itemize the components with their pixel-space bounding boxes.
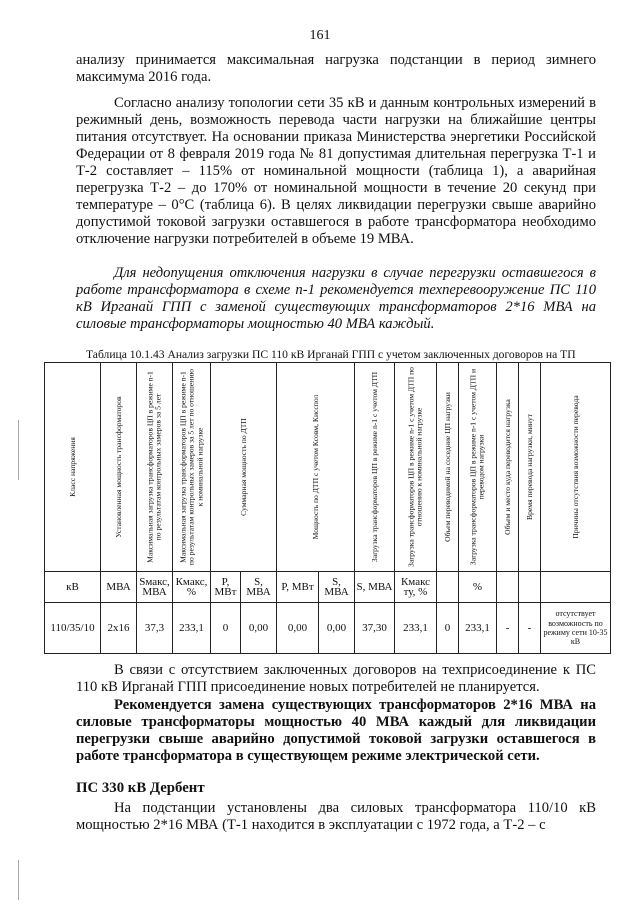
header-cell: Суммарная мощность по ДТП: [211, 363, 277, 572]
data-cell-note: отсутствует возможность по режиму сети 10-35 кВ: [541, 603, 611, 654]
data-cell: 233,1: [459, 603, 497, 654]
unit-cell: [497, 572, 519, 603]
data-cell: 37,3: [137, 603, 173, 654]
section-heading: ПС 330 кВ Дербент: [76, 780, 205, 796]
unit-cell: S, МВА: [241, 572, 277, 603]
header-cell: Загрузка трансформаторов ЦП в режиме n-1 с учетом ДТП и переводом нагрузки: [459, 363, 497, 572]
paragraph-topology: Согласно анализу топологии сети 35 кВ и данным контрольных измерений в режимный день, возможность перевода части нагрузки на ближайшие центры питания отсутствует. На основании приказа Министерства энергетики Российской Федерации от 8 февраля 2019 года № 81 допустимая длительная перегрузка Т-1 и Т-2 составляет – 115% от номинальной мощности (таблица 1), а аварийная перегрузка Т-2 – до 170% от номинальной мощности в течение 20 секунд при температуре – 0°С (таблица 6). В целях ликвидации перегрузки свыше аварийно допустимой токовой загрузки оставшегося в работе трансформатора необходимо отключение нагрузки потребителей в объеме 19 МВА.: [76, 95, 596, 247]
scan-edge-line: [18, 420, 19, 480]
paragraph-derbent: На подстанции установлены два силовых трансформатора 110/10 кВ мощностью 2*16 МВА (Т-1 находится в эксплуатации с 1972 года, а Т-2 – с: [76, 800, 596, 833]
paragraph-intro: анализу принимается максимальная нагрузка подстанции в период зимнего максимума 2016 года.: [76, 52, 596, 85]
data-cell: 0: [437, 603, 459, 654]
data-cell: -: [519, 603, 541, 654]
unit-cell: S, МВА: [319, 572, 355, 603]
header-cell: Загрузка трансформаторов ЦП в режиме n-1 с учетом ДТП по отношению к номинальной нагрузке: [395, 363, 437, 572]
paragraph-bold-recommendation: Рекомендуется замена существующих трансформаторов 2*16 МВА на силовые трансформаторы мощностью 40 МВА каждый для ликвидации перегрузки свыше аварийно допустимой токовой загрузки оставшегося в работе трансформатора в существующем режиме электрической сети.: [76, 697, 596, 764]
unit-cell: [437, 572, 459, 603]
header-cell: Объем переводимой на соседние ЦП нагрузки: [437, 363, 459, 572]
paragraph-recommendation-italic: Для недопущения отключения нагрузки в случае перегрузки оставшегося в работе трансформатора в схеме n-1 рекомендуется техперевооружение ПС 110 кВ Ирганай ГПП с заменой существующих трансформаторов 2*16 МВА на силовые трансформаторы мощностью 40 МВА каждый.: [76, 265, 596, 332]
data-cell: 0: [211, 603, 241, 654]
unit-cell: кВ: [45, 572, 101, 603]
header-cell: Мощность по ДТП с учетом Ксовм, Кисспол: [277, 363, 355, 572]
table-row: [45, 603, 611, 654]
header-cell: Максимальная загрузка трансформаторов ЦП в режиме n-1 по результатам контрольных замеров за 5 лет по отношению к номинальной нагрузке: [173, 363, 211, 572]
data-cell: 110/35/10: [45, 603, 101, 654]
scan-edge-line: [18, 860, 19, 900]
data-cell: 0,00: [241, 603, 277, 654]
header-cell: Причины отсутствия возможности перевода: [541, 363, 611, 572]
data-cell: 0,00: [277, 603, 319, 654]
page-number: 161: [309, 28, 331, 43]
header-cell: Объем и место куда переводится нагрузка: [497, 363, 519, 572]
data-cell: -: [497, 603, 519, 654]
data-cell: 0,00: [319, 603, 355, 654]
unit-cell: [519, 572, 541, 603]
unit-cell: S, МВА: [355, 572, 395, 603]
table-caption: Таблица 10.1.43 Анализ загрузки ПС 110 кВ Ирганай ГПП с учетом заключенных договоров на ТП: [86, 348, 576, 361]
table-header-row: [45, 363, 611, 572]
header-cell: Установленная мощность трансформаторов: [101, 363, 137, 572]
header-cell: Класс напряжения: [45, 363, 101, 572]
unit-cell: P, МВт: [277, 572, 319, 603]
data-cell: 37,30: [355, 603, 395, 654]
unit-cell: Sмакс, МВА: [137, 572, 173, 603]
unit-cell: [541, 572, 611, 603]
unit-cell: %: [459, 572, 497, 603]
unit-cell: МВА: [101, 572, 137, 603]
data-cell: 233,1: [173, 603, 211, 654]
table-units-row: [45, 572, 611, 603]
data-cell: 233,1: [395, 603, 437, 654]
unit-cell: P, МВт: [211, 572, 241, 603]
data-cell: 2х16: [101, 603, 137, 654]
header-cell: Время перевода нагрузки, минут: [519, 363, 541, 572]
load-analysis-table: [44, 362, 611, 654]
header-cell: Максимальная загрузка трансформаторов ЦП в режиме n-1 по результатам контрольных замеров за 5 лет: [137, 363, 173, 572]
header-cell: Загрузка трансформаторов ЦП в режиме n-1 с учетом ДТП: [355, 363, 395, 572]
paragraph-no-contracts: В связи с отсутствием заключенных договоров на техприсоединение к ПС 110 кВ Ирганай ГПП присоединение новых потребителей не планируется.: [76, 662, 596, 695]
unit-cell: Кмакс ту, %: [395, 572, 437, 603]
unit-cell: Кмакс, %: [173, 572, 211, 603]
